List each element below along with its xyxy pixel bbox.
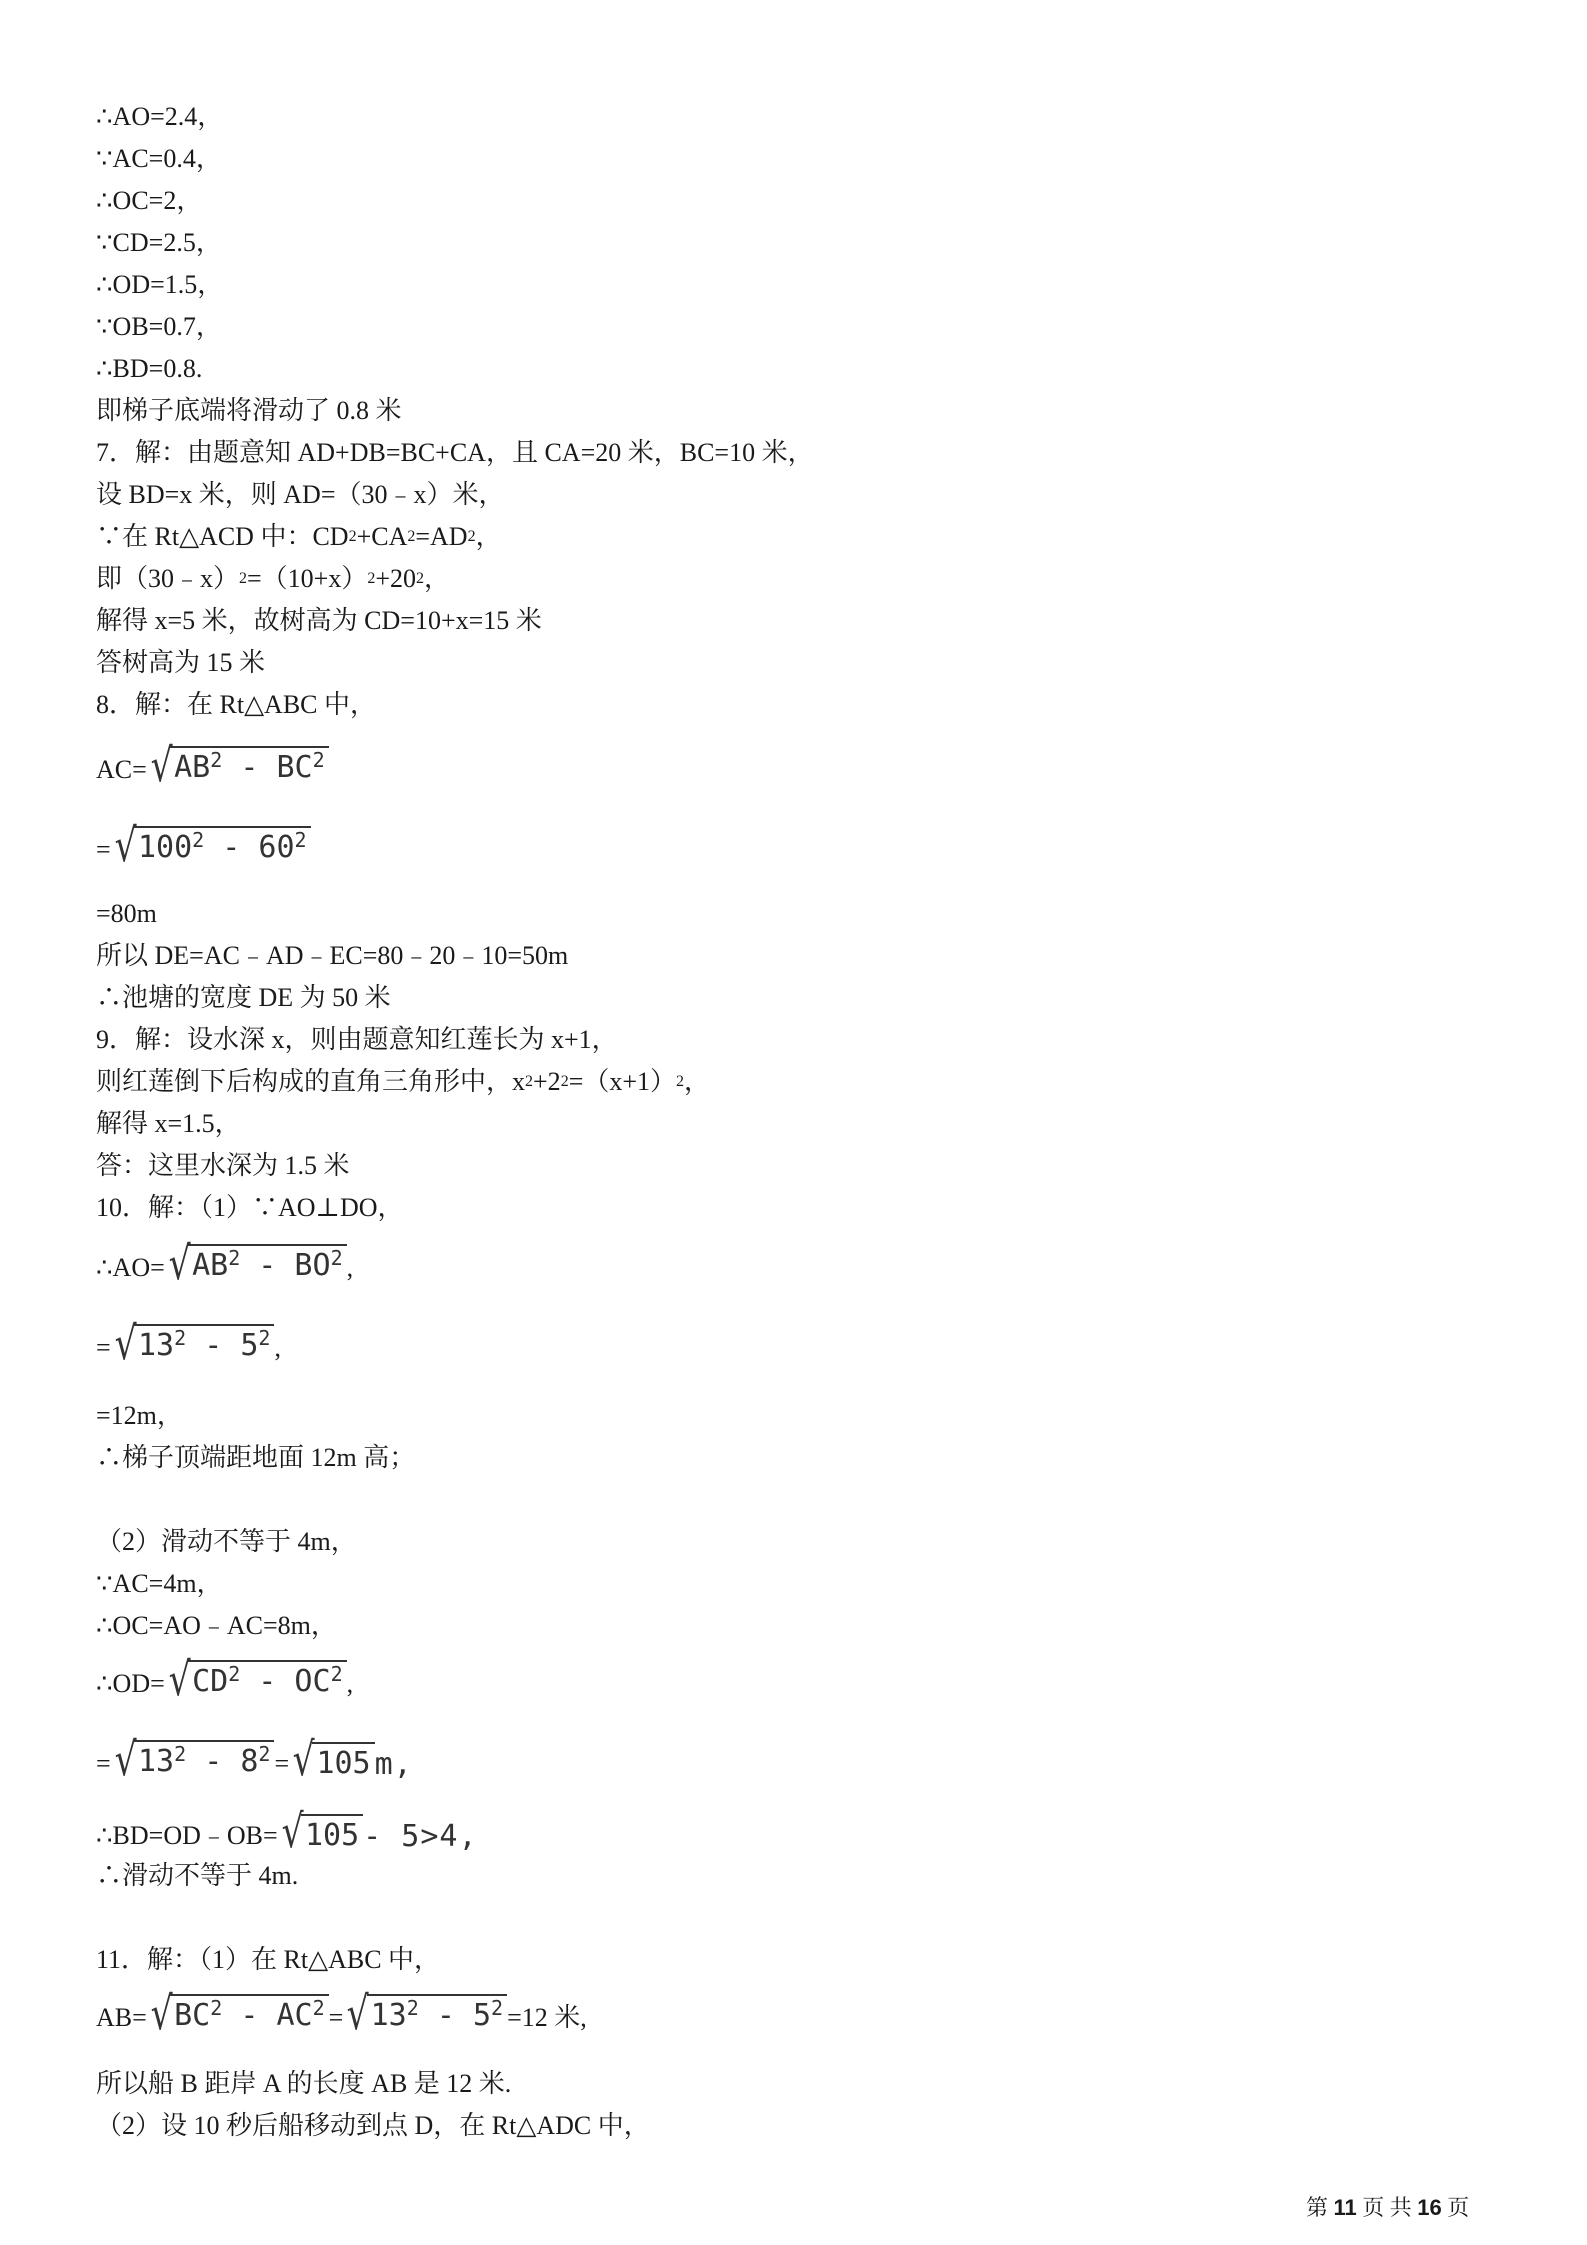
- text-line: 设 BD=x 米，则 AD=（30﹣x）米，: [96, 480, 505, 509]
- problem-11-heading: 11．解：（1）在 Rt△ABC 中，: [96, 1945, 441, 1974]
- text-line: ∵AC=4m，: [96, 1569, 223, 1598]
- text-line: （2）滑动不等于 4m，: [96, 1527, 357, 1556]
- radical: √ $13^2 - 8^2$: [111, 1736, 275, 1782]
- radical: √ $13^2 - 5^2$: [343, 1990, 507, 2036]
- text-line-with-exponents: 则红莲倒下后构成的直角三角形中，$x^2+2^2=(x+1)^2$，: [96, 1067, 711, 1096]
- text-line: ∵OB=0.7，: [96, 312, 222, 341]
- text-line: ∴滑动不等于 4m.: [96, 1861, 299, 1890]
- problem-7-heading: 7．解：由题意知 AD+DB=BC+CA，且 CA=20 米，BC=10 米，: [96, 438, 814, 467]
- radical: √ $13^2 - 5^2$: [111, 1320, 275, 1366]
- text-line-with-exponents: ∵在 Rt△ACD 中：$CD^2+CA^2=AD^2$，: [96, 522, 502, 551]
- radical: √ 105: [289, 1736, 375, 1782]
- problem-9-heading: 9．解：设水深 x，则由题意知红莲长为 x+1，: [96, 1025, 618, 1054]
- text-line: ∵CD=2.5，: [96, 228, 222, 257]
- formula-sqrt: = √ $13^2 - 8^2$ = √ 105 m,: [96, 1732, 413, 1786]
- text-line: 答树高为 15 米: [96, 648, 266, 677]
- radical: √ $BC^2 - AC^2$: [147, 1990, 329, 2036]
- problem-8-heading: 8．解：在 Rt△ABC 中，: [96, 690, 377, 719]
- radical: √ $AB^2 - BO^2$: [165, 1240, 347, 1286]
- text-line: 解得 x=1.5，: [96, 1109, 241, 1138]
- problem-10-heading: 10．解：（1）∵AO⊥DO，: [96, 1193, 404, 1222]
- text-line: 答：这里水深为 1.5 米: [96, 1151, 350, 1180]
- text-line: ∴池塘的宽度 DE 为 50 米: [96, 983, 391, 1012]
- radical: √ $CD^2 - OC^2$: [165, 1656, 347, 1702]
- text-line: （2）设 10 秒后船移动到点 D，在 Rt△ADC 中，: [96, 2111, 650, 2140]
- formula-sqrt: = √ $100^2 - 60^2$: [96, 822, 311, 868]
- formula-sqrt: ∴BD=OD﹣OB= √ 105 - 5>4,: [96, 1804, 478, 1858]
- text-line-with-exponents: 即$(30﹣x)^2=(10+x)^2+20^2$，: [96, 564, 451, 593]
- text-line: ∴OC=2，: [96, 186, 203, 215]
- text-line: 即梯子底端将滑动了 0.8 米: [96, 396, 402, 425]
- formula-sqrt: ∴AO= √ $AB^2 - BO^2$ ,: [96, 1236, 354, 1290]
- text-line: 所以 DE=AC﹣AD﹣EC=80﹣20﹣10=50m: [96, 941, 569, 970]
- radical: √ $100^2 - 60^2$: [111, 822, 311, 868]
- formula-sqrt: ∴OD= √ $CD^2 - OC^2$ ,: [96, 1652, 354, 1706]
- text-line: ∴BD=0.8.: [96, 354, 203, 383]
- text-line: =12m，: [96, 1401, 183, 1430]
- text-line: ∴梯子顶端距地面 12m 高；: [96, 1443, 416, 1472]
- text-line: 所以船 B 距岸 A 的长度 AB 是 12 米.: [96, 2069, 512, 2098]
- formula-sqrt: AC= √ $AB^2 - BC^2$: [96, 742, 329, 788]
- text-line: ∴OD=1.5，: [96, 270, 224, 299]
- text-line: ∴AO=2.4，: [96, 102, 224, 131]
- radical: √ $AB^2 - BC^2$: [147, 742, 329, 788]
- formula-sqrt: = √ $13^2 - 5^2$ ,: [96, 1316, 281, 1370]
- formula-sqrt: AB= √ $BC^2 - AC^2$ = √ $13^2 - 5^2$ =12 米,: [96, 1986, 587, 2040]
- page-total: 16: [1417, 2195, 1442, 2220]
- radical: √ 105: [278, 1808, 364, 1854]
- text-line: ∴OC=AO﹣AC=8m，: [96, 1611, 337, 1640]
- text-line: 解得 x=5 米，故树高为 CD=10+x=15 米: [96, 606, 542, 635]
- page-footer: 第 11 页 共 16 页: [1306, 2195, 1470, 2220]
- page-number: 11: [1333, 2195, 1357, 2220]
- text-line: ∵AC=0.4，: [96, 144, 222, 173]
- text-line: =80m: [96, 899, 157, 928]
